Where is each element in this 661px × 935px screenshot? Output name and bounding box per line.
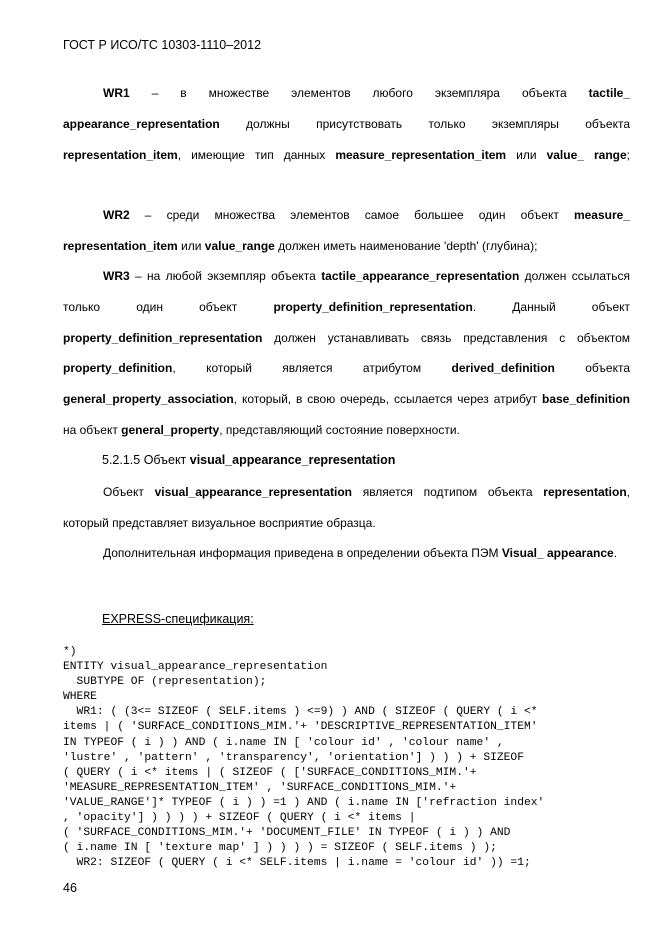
wr1-label: WR1: [103, 86, 130, 100]
wr3-entity-6: general_property_association: [63, 392, 234, 407]
wr3-entity-3: property_definition_representation: [63, 330, 263, 345]
wr3-entity-5: derived_definition: [451, 361, 555, 376]
express-colon: :: [250, 612, 254, 626]
express-spec-heading: [102, 612, 254, 626]
desc-text-1: Объект: [103, 485, 155, 499]
wr2-label: WR2: [103, 208, 130, 222]
wr3-entity-7: base_definition: [541, 392, 630, 407]
info-text-1: Дополнительная информация приведена в определении объекта ПЭМ: [103, 546, 502, 560]
wr3-text-6: объекта: [554, 361, 630, 376]
wr3-entity-8: general_property: [121, 422, 220, 437]
section-number: 5.2.1.5: [102, 453, 141, 467]
wr2-text-1: – среди множества элементов самое большее один объект: [129, 208, 574, 222]
wr3-text-2: должен ссылаться только один объект: [63, 269, 630, 314]
wr1-entity-1: tactile_ appearance_representation: [63, 86, 630, 131]
wr3-text-1: – на любой экземпляр объекта: [129, 269, 322, 283]
wr1-text-5: ;: [626, 147, 630, 162]
entity-description-paragraph: [63, 477, 630, 539]
section-heading: [102, 453, 395, 467]
wr3-entity-1: tactile_appearance_representation: [321, 269, 520, 283]
wr3-text-8: на объект: [63, 422, 122, 437]
wr1-text-4: или: [506, 147, 547, 162]
rule-wr1-paragraph: [63, 78, 630, 170]
wr2-text-3: должен иметь наименование 'depth' (глубина);: [274, 238, 538, 253]
wr1-text-1: – в множестве элементов любого экземпляра объекта: [129, 86, 589, 100]
wr1-text-3: , имеющие тип данных: [177, 147, 336, 162]
wr1-entity-2: representation_item: [63, 147, 178, 162]
info-text-2: .: [613, 546, 618, 560]
desc-entity-2: representation: [543, 485, 627, 499]
wr1-entity-3: measure_representation_item: [335, 147, 507, 162]
rule-wr2-paragraph: [63, 200, 630, 262]
info-paragraph: [63, 538, 630, 569]
express-label: EXPRESS-спецификация: [102, 612, 251, 626]
info-entity: Visual_ appearance: [501, 546, 614, 560]
document-header: ГОСТ Р ИСО/ТС 10303-1110–2012: [63, 38, 262, 52]
desc-text-2: является подтипом объекта: [352, 485, 544, 499]
section-text: Объект: [140, 453, 190, 467]
wr1-entity-4: value_ range: [546, 147, 627, 162]
desc-entity-1: visual_appearance_representation: [154, 485, 352, 499]
wr3-text-7: , который, в свою очередь, ссылается через атрибут: [233, 392, 542, 407]
wr2-entity-1: measure_ representation_item: [63, 208, 630, 253]
express-code-block: *) ENTITY visual_appearance_representation SUBTYPE OF (representation); WHERE WR1: ( (3<= SIZEOF ( SELF.items ) <=9) ) AND ( SIZEOF ( QUERY ( i <* items | ( 'SURFACE_CONDITIONS_MIM.'+ 'DESCRIPTIVE_REPRESENTATION_ITEM' IN TYPEOF ( i ) ) AND ( i.name IN [ 'colour id' , 'colour name' , 'lustre' , 'pattern' , 'transparency', 'orientation'] ) ) ) + SIZEOF ( QUERY ( i <* items | ( SIZEOF ( ['SURFACE_CONDITIONS_MIM.'+ 'MEASURE_REPRESENTATION_ITEM' , 'SURFACE_CONDITIONS_MIM.'+ 'VALUE_RANGE']* TYPEOF ( i ) ) =1 ) AND ( i.name IN ['refraction index' , 'opacity'] ) ) ) ) + SIZEOF ( QUERY ( i <* items | ( 'SURFACE_CONDITIONS_MIM.'+ 'DOCUMENT_FILE' IN TYPEOF ( i ) ) AND ( i.name IN [ 'texture map' ] ) ) ) ) = SIZEOF ( SELF.items ) ); WR2: SIZEOF ( QUERY ( i <* SELF.items | i.name = 'colour id' )) =1;: [63, 646, 545, 870]
wr2-text-2: или: [177, 238, 205, 253]
section-entity: visual_appearance_representation: [189, 453, 396, 467]
wr3-label: WR3: [103, 269, 130, 283]
wr3-text-9: , представляющий состояние поверхности.: [219, 422, 460, 437]
wr3-text-3: . Данный объект: [472, 299, 631, 314]
wr3-entity-4: property_definition: [63, 361, 173, 376]
desc-text-3: , который представляет визуальное восприятие образца.: [63, 485, 630, 530]
wr3-entity-2: property_definition_representation: [273, 299, 473, 314]
wr3-text-4: должен устанавливать связь представления с объектом: [262, 330, 630, 345]
rule-wr3-paragraph: [63, 261, 630, 446]
wr3-text-5: , который является атрибутом: [172, 361, 452, 376]
wr2-entity-2: value_range: [204, 238, 275, 253]
wr1-text-2: должны присутствовать только экземпляры объекта: [219, 116, 630, 131]
page-number: 46: [63, 881, 77, 895]
